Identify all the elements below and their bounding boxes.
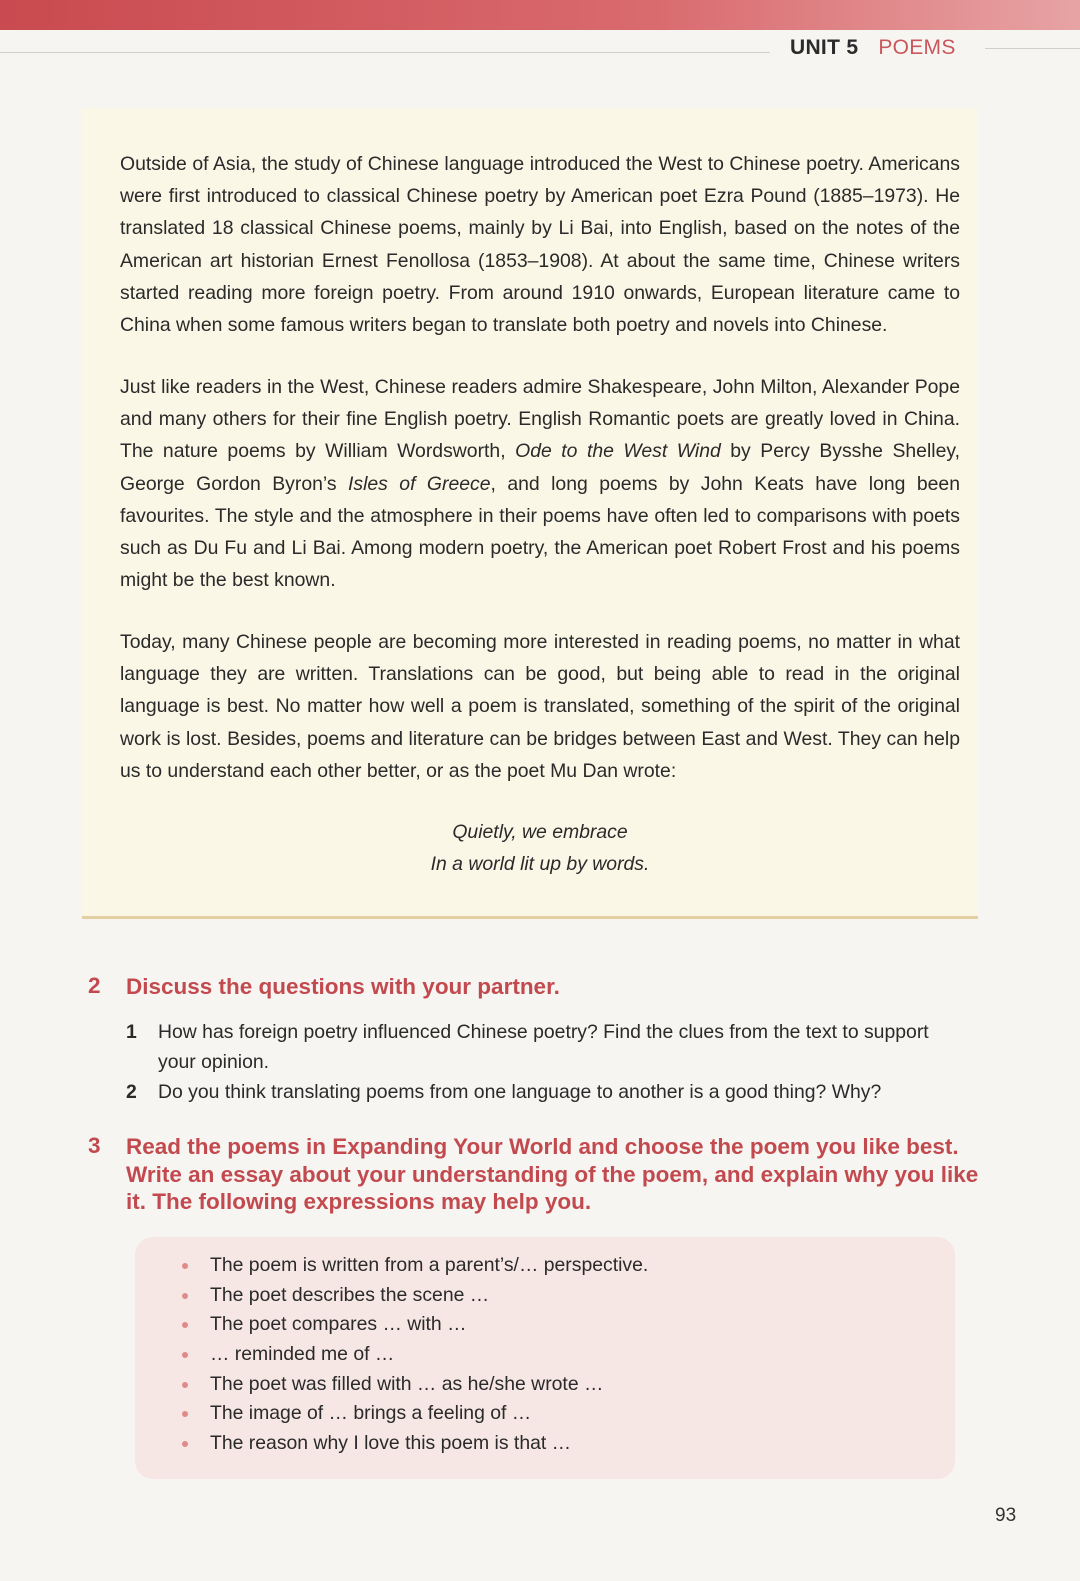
question-number: 1 [126, 1021, 137, 1043]
expression-text: The poet describes the scene … [210, 1283, 490, 1306]
expression-item [180, 1340, 940, 1370]
running-header [790, 36, 956, 60]
reading-paragraph-1: Outside of Asia, the study of Chinese language introduced the West to Chinese poetry. Americans were first introduced to classical Chinese poetry by American poet Ezra Pound (1885–1973). He translated 18 classical Chinese poems, mainly by Li Bai, into English, based on the notes of the American art historian Ernest Fenollosa (1853–1908). At about the same time, Chinese writers started reading more foreign poetry. From around 1910 onwards, European literature came to China when some famous writers began to translate both poetry and novels into Chinese. [120, 153, 960, 337]
expression-text: The poet compares … with … [210, 1313, 467, 1336]
question-item [126, 1017, 966, 1077]
title-isles-of-greece: Isles of Greece [347, 472, 491, 495]
question-item [126, 1077, 966, 1107]
expression-item [180, 1399, 940, 1429]
expression-item [180, 1310, 940, 1340]
question-number: 2 [126, 1081, 137, 1103]
bullet-dot-icon [182, 1441, 188, 1447]
expression-text: … reminded me of … [210, 1343, 395, 1366]
expression-text: The reason why I love this poem is that … [210, 1432, 572, 1455]
task-2-number: 2 [88, 973, 101, 998]
poem-line-1: Quietly, we embrace [452, 821, 628, 843]
discussion-questions [126, 1017, 966, 1107]
p2-part-c: , and long poems by John Keats have long been favourites. The style and the atmosphere in their poems have often led to comparisons with poets such as Du Fu and Li Bai. Among modern poetry, the American poet Robert Frost and his poems might be the best known. [120, 472, 961, 592]
top-color-band [0, 0, 1080, 30]
reading-paragraph-2 [120, 371, 960, 596]
question-text: How has foreign poetry influenced Chinese poetry? Find the clues from the text to support your opinion. [158, 1021, 929, 1073]
expression-item [180, 1429, 940, 1459]
title-ode-to-the-west-wind: Ode to the West Wind [515, 440, 721, 463]
poem-line-2: In a world lit up by words. [430, 853, 650, 875]
poem-quote [120, 816, 960, 880]
expression-text: The poem is written from a parent’s/… perspective. [210, 1254, 649, 1276]
bullet-dot-icon [182, 1382, 188, 1388]
bullet-dot-icon [182, 1263, 188, 1269]
task-3-number: 3 [88, 1133, 101, 1158]
header-rule-right [985, 48, 1080, 49]
p2-part-b: by Percy Bysshe Shelley, George Gordon Byron’s [120, 440, 960, 495]
expression-item [180, 1281, 940, 1311]
expression-text: The poet was filled with … as he/she wrote … [210, 1372, 604, 1395]
unit-label: UNIT 5 [790, 36, 859, 59]
bullet-dot-icon [182, 1322, 188, 1328]
expression-item [180, 1251, 940, 1281]
reading-paragraph-3: Today, many Chinese people are becoming more interested in reading poems, no matter in what language they are written. Translations can be good, but being able to read in the original language is best. No matter how well a poem is translated, something of the spirit of the original work is lost. Besides, poems and literature can be bridges between East and West. They can help us to understand each other better, or as the poet Mu Dan wrote: [120, 631, 960, 782]
header-rule-left [0, 52, 770, 53]
expressions-list [180, 1251, 940, 1459]
expression-item [180, 1370, 940, 1400]
page-number: 93 [995, 1505, 1017, 1526]
bullet-dot-icon [182, 1411, 188, 1417]
task-2-instruction: Discuss the questions with your partner. [126, 974, 560, 999]
expression-text: The image of … brings a feeling of … [210, 1402, 532, 1425]
p2-part-a: Just like readers in the West, Chinese readers admire Shakespeare, John Milton, Alexander Pope and many others for their fine English poetry. English Romantic poets are greatly loved in China. The nature poems by William Wordsworth, [120, 376, 960, 463]
reading-bottom-rule [82, 916, 978, 919]
bullet-dot-icon [182, 1352, 188, 1358]
question-text: Do you think translating poems from one language to another is a good thing? Why? [158, 1081, 882, 1103]
unit-topic: POEMS [878, 36, 956, 59]
bullet-dot-icon [182, 1293, 188, 1299]
task-3-instruction: Read the poems in Expanding Your World and choose the poem you like best. Write an essay about your understanding of the poem, and explain why you like it. The following expressions may help you. [126, 1134, 979, 1214]
